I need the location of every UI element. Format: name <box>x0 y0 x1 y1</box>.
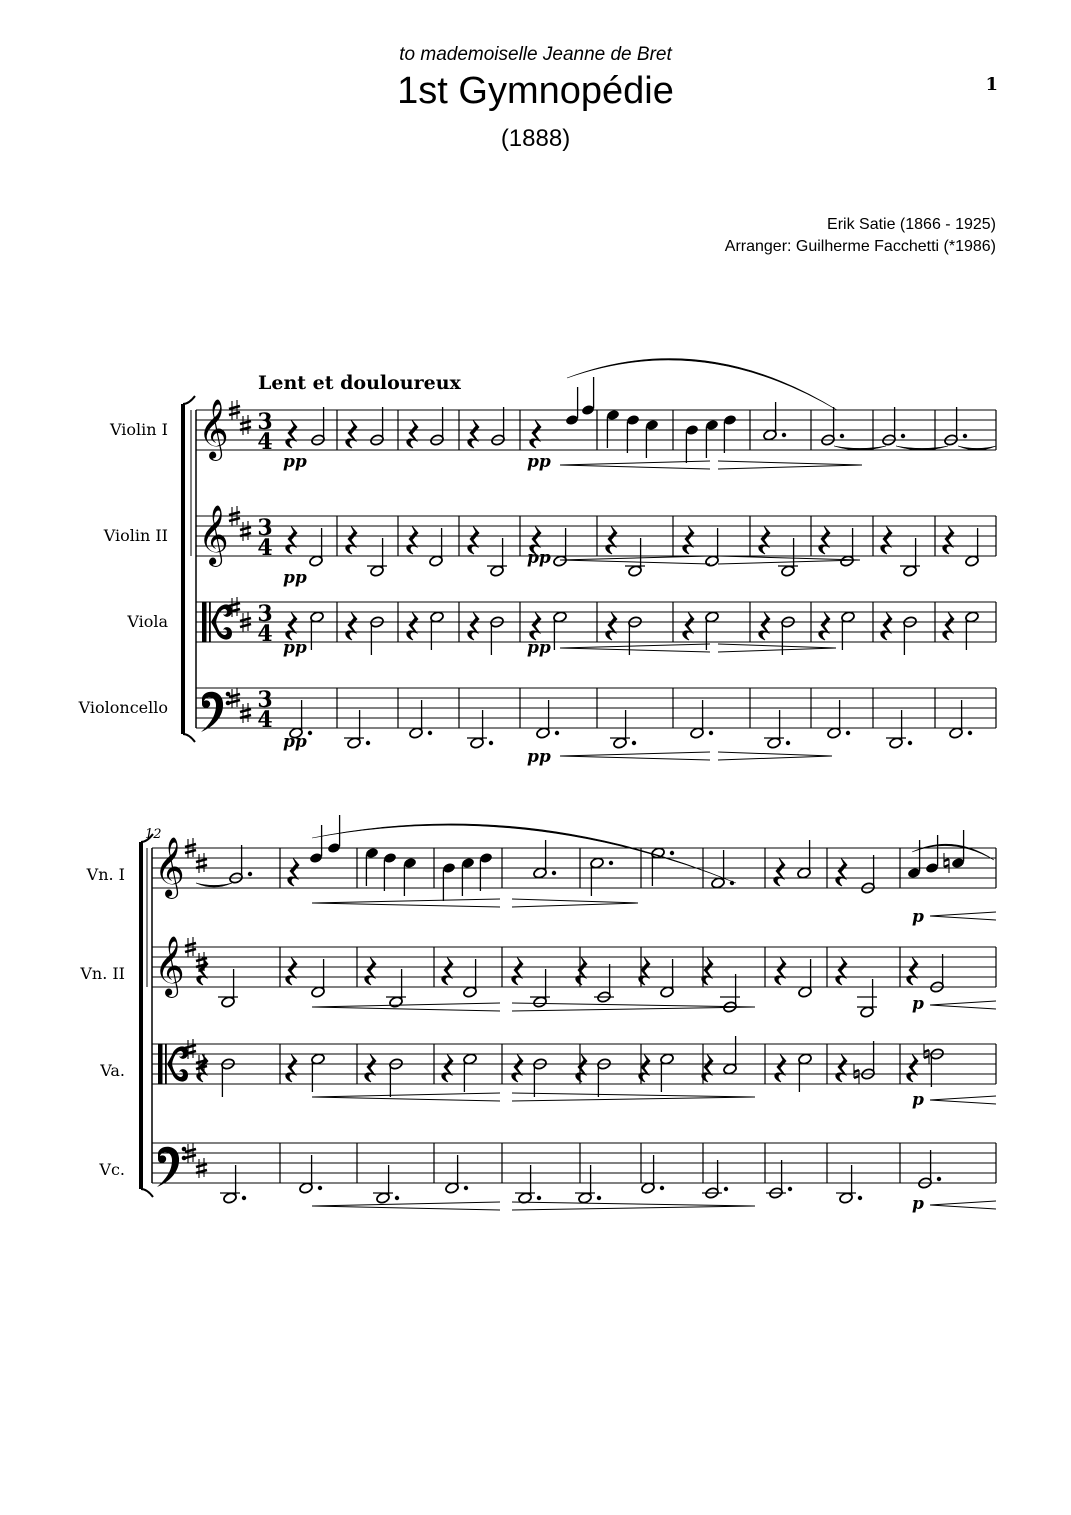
quarter-rest <box>819 612 830 640</box>
quarter-rest <box>576 1054 587 1082</box>
time-signature-denominator: 4 <box>257 621 273 647</box>
crescendo-hairpin <box>930 1001 996 1009</box>
augmentation-dot <box>248 872 252 876</box>
decrescendo-hairpin <box>512 1093 755 1101</box>
crescendo-hairpin <box>312 1003 500 1011</box>
instrument-name: Viola <box>127 612 168 631</box>
quarter-rest <box>774 858 785 886</box>
quarter-rest <box>512 957 523 985</box>
augmentation-dot <box>858 1196 862 1200</box>
dynamic-pp: pp <box>283 732 307 752</box>
augmentation-dot <box>660 1186 664 1190</box>
augmentation-dot <box>318 1186 322 1190</box>
quarter-rest <box>775 1054 786 1082</box>
instrument-name-short: Vc. <box>99 1160 125 1179</box>
dynamic-pp: pp <box>527 548 551 568</box>
dynamic-p: p <box>912 1194 924 1214</box>
quarter-rest <box>512 1054 523 1082</box>
dynamic-pp: pp <box>527 452 551 472</box>
augmentation-dot <box>937 1177 941 1181</box>
dynamic-pp: pp <box>283 568 307 588</box>
quarter-rest <box>606 526 617 554</box>
augmentation-dot <box>901 434 905 438</box>
augmentation-dot <box>782 433 786 437</box>
time-signature-denominator: 4 <box>257 535 273 561</box>
quarter-rest <box>530 420 541 448</box>
treble-clef: 𝄞 <box>154 837 185 897</box>
dynamic-pp: pp <box>527 747 551 767</box>
dynamic-pp: pp <box>283 452 307 472</box>
quarter-rest <box>407 612 418 640</box>
arranger-credit: Arranger: Guilherme Facchetti (*1986) <box>724 238 996 255</box>
page-number: 1 <box>985 74 998 95</box>
augmentation-dot <box>308 731 312 735</box>
augmentation-dot <box>670 851 674 855</box>
dedication: to mademoiselle Jeanne de Bret <box>399 44 672 65</box>
measure-number: 12 <box>145 827 162 842</box>
quarter-rest <box>943 526 954 554</box>
quarter-rest <box>836 957 847 985</box>
bracket-bottom <box>141 1189 153 1197</box>
augmentation-dot <box>786 741 790 745</box>
quarter-rest <box>576 957 587 985</box>
bracket-top <box>183 396 195 404</box>
tie <box>896 446 948 450</box>
crescendo-hairpin <box>312 1093 500 1101</box>
augmentation-dot <box>840 434 844 438</box>
decrescendo-hairpin <box>718 556 860 564</box>
quarter-rest <box>468 420 479 448</box>
instrument-name: Violoncello <box>78 698 168 717</box>
augmentation-dot <box>597 1196 601 1200</box>
crescendo-hairpin <box>312 899 500 907</box>
quarter-rest <box>881 612 892 640</box>
quarter-rest <box>365 957 376 985</box>
sharp-sign <box>240 415 251 435</box>
sharp-sign <box>240 521 251 541</box>
decrescendo-hairpin <box>512 899 638 907</box>
quarter-rest <box>365 1054 376 1082</box>
crescendo-hairpin <box>560 644 710 652</box>
instrument-name-short: Vn. I <box>86 865 125 884</box>
quarter-rest <box>836 858 847 886</box>
quarter-rest <box>907 957 918 985</box>
augmentation-dot <box>395 1196 399 1200</box>
time-signature-denominator: 4 <box>257 429 273 455</box>
decrescendo-hairpin <box>512 1202 755 1210</box>
decrescendo-hairpin <box>718 644 836 652</box>
augmentation-dot <box>242 1196 246 1200</box>
score-subtitle: (1888) <box>500 125 571 152</box>
quarter-rest <box>407 420 418 448</box>
treble-clef: 𝄞 <box>198 399 229 459</box>
dynamic-pp: pp <box>527 638 551 658</box>
augmentation-dot <box>489 741 493 745</box>
augmentation-dot <box>555 731 559 735</box>
augmentation-dot <box>552 871 556 875</box>
augmentation-dot <box>788 1187 792 1191</box>
augmentation-dot <box>632 741 636 745</box>
quarter-rest <box>530 612 541 640</box>
crescendo-hairpin <box>560 461 710 469</box>
time-signature-numerator: 3 <box>257 515 273 541</box>
quarter-rest <box>775 957 786 985</box>
dynamic-pp: pp <box>283 638 307 658</box>
augmentation-dot <box>908 741 912 745</box>
quarter-rest <box>286 526 297 554</box>
crescendo-hairpin <box>560 556 710 564</box>
quarter-rest <box>346 420 357 448</box>
augmentation-dot <box>428 731 432 735</box>
quarter-rest <box>288 858 299 886</box>
crescendo-hairpin <box>930 912 996 920</box>
quarter-rest <box>759 526 770 554</box>
quarter-rest <box>468 612 479 640</box>
slur <box>567 359 837 410</box>
quarter-rest <box>907 1054 918 1082</box>
augmentation-dot <box>609 861 613 865</box>
tie <box>196 883 232 887</box>
augmentation-dot <box>846 731 850 735</box>
quarter-rest <box>759 612 770 640</box>
treble-clef: 𝄞 <box>154 936 185 996</box>
crescendo-hairpin <box>930 1201 996 1209</box>
crescendo-hairpin <box>930 1096 996 1104</box>
quarter-rest <box>286 612 297 640</box>
sharp-sign <box>196 853 207 873</box>
quarter-rest <box>286 1054 297 1082</box>
dynamic-p: p <box>912 1090 924 1110</box>
augmentation-dot <box>968 731 972 735</box>
quarter-rest <box>836 1054 847 1082</box>
music-symbols <box>157 359 996 1210</box>
tie <box>958 446 996 450</box>
instrument-name-short: Va. <box>100 1061 125 1080</box>
quarter-rest <box>346 612 357 640</box>
time-signature-numerator: 3 <box>257 601 273 627</box>
quarter-rest <box>442 957 453 985</box>
instrument-name-short: Vn. II <box>80 964 125 983</box>
quarter-rest <box>943 612 954 640</box>
quarter-rest <box>468 526 479 554</box>
quarter-rest <box>881 526 892 554</box>
time-signature-numerator: 3 <box>257 687 273 713</box>
quarter-rest <box>286 420 297 448</box>
tie <box>834 446 886 450</box>
composer-credit: Erik Satie (1866 - 1925) <box>827 216 996 233</box>
decrescendo-hairpin <box>718 752 832 760</box>
augmentation-dot <box>709 731 713 735</box>
dynamic-p: p <box>912 994 924 1014</box>
time-signature-numerator: 3 <box>257 409 273 435</box>
sharp-sign <box>196 1158 207 1178</box>
treble-clef: 𝄞 <box>198 505 229 565</box>
crescendo-hairpin <box>560 752 710 760</box>
quarter-rest <box>346 526 357 554</box>
quarter-rest <box>407 526 418 554</box>
quarter-rest <box>683 526 694 554</box>
time-signature-denominator: 4 <box>257 707 273 733</box>
quarter-rest <box>819 526 830 554</box>
decrescendo-hairpin <box>512 1003 755 1011</box>
score-texts <box>78 372 924 1214</box>
quarter-rest <box>683 612 694 640</box>
dynamic-p: p <box>912 907 924 927</box>
score-title: 1st Gymnopédie <box>397 70 674 112</box>
instrument-name: Violin I <box>110 420 168 439</box>
tempo-marking: Lent et douloureux <box>258 372 461 394</box>
decrescendo-hairpin <box>718 461 862 469</box>
quarter-rest <box>286 957 297 985</box>
instrument-name: Violin II <box>103 526 168 545</box>
augmentation-dot <box>963 434 967 438</box>
natural-sign <box>944 853 949 873</box>
quarter-rest <box>442 1054 453 1082</box>
augmentation-dot <box>537 1196 541 1200</box>
bracket-bottom <box>183 734 195 742</box>
augmentation-dot <box>724 1187 728 1191</box>
sharp-sign <box>240 703 251 723</box>
crescendo-hairpin <box>312 1202 500 1210</box>
quarter-rest <box>606 612 617 640</box>
augmentation-dot <box>366 741 370 745</box>
augmentation-dot <box>464 1186 468 1190</box>
